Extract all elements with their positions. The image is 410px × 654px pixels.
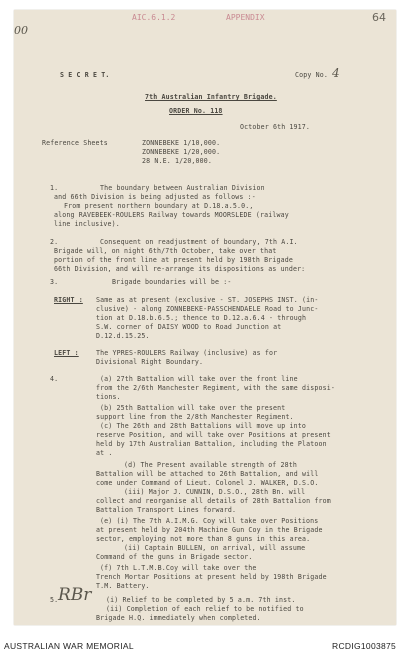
paragraph-number: 2. — [50, 238, 59, 246]
paragraph-line: (ii) Captain BULLEN, on arrival, will assume — [124, 544, 306, 552]
paragraph-line: and 66th Division is being adjusted as follows :- — [54, 193, 256, 201]
paragraph-line: (e) (i) The 7th A.I.M.G. Coy will take over Positions — [100, 517, 319, 525]
order-date: October 6th 1917. — [240, 123, 311, 131]
boundary-line: Same as at present (exclusive - ST. JOSEPHS INST. (in- — [96, 296, 319, 304]
paragraph-number: 3. — [50, 278, 59, 286]
boundary-line: tion at D.18.b.6.5.; thence to D.12.a.6.4 - through — [96, 314, 307, 322]
paragraph-line: (f) 7th L.T.M.B.Coy will take over the — [100, 564, 257, 572]
paragraph-line: (a) 27th Battalion will take over the front line — [100, 375, 298, 383]
brigade-heading: 7th Australian Infantry Brigade. — [145, 93, 277, 101]
reference-sheet: ZONNEBEKE 1/10,000. — [142, 139, 221, 147]
document-page — [14, 10, 396, 625]
left-boundary-label: LEFT : — [54, 349, 79, 357]
paragraph-line: reserve Position, and will take over Positions at present — [96, 431, 331, 439]
reference-label: Reference Sheets — [42, 139, 108, 147]
margin-mark: 00 — [14, 24, 28, 37]
paragraph-line: (b) 25th Battalion will take over the present — [100, 404, 286, 412]
paragraph-line: from the 2/6th Manchester Regiment, with the same disposi- — [96, 384, 335, 392]
paragraph-line: collect and reorganise all details of 28th Battalion from — [96, 497, 331, 505]
paragraph-line: Battalion Transport Lines forward. — [96, 506, 237, 514]
paragraph-line: 66th Division, and will re-arrange its dispositions as under: — [54, 265, 306, 273]
paragraph-line: sector, employing not more than 8 guns in this area. — [96, 535, 311, 543]
paragraph-line: (d) The Present available strength of 28th — [124, 461, 298, 469]
archive-stamp-left: AIC.6.1.2 — [132, 13, 176, 22]
boundary-line: D.12.d.15.25. — [96, 332, 150, 340]
paragraph-line: From present northern boundary at D.18.a.5.0., — [64, 202, 254, 210]
right-boundary-label: RIGHT : — [54, 296, 83, 304]
secret-heading: S E C R E T. — [60, 71, 110, 79]
signature: RBr — [58, 585, 92, 605]
paragraph-number: 5. — [50, 596, 59, 604]
paragraph-line: line inclusive). — [54, 220, 120, 228]
paragraph-line: Battalion will be attached to 26th Battalion, and will — [96, 470, 319, 478]
boundary-line: Divisional Right Boundary. — [96, 358, 204, 366]
paragraph-line: portion of the front line at present held by 198th Brigade — [54, 256, 293, 264]
paragraph-line: T.M. Battery. — [96, 582, 150, 590]
paragraph-line: come under Command of Lieut. Colonel J. WALKER, D.S.O. — [96, 479, 319, 487]
reference-sheet: 28 N.E. 1/20,000. — [142, 157, 213, 165]
paragraph-line: at . — [96, 449, 113, 457]
boundary-line: clusive) - along ZONNEBEKE-PASSCHENDAELE Road to Junc- — [96, 305, 319, 313]
paragraph-line: Command of the guns in Brigade sector. — [96, 553, 253, 561]
paragraph-line: held by 17th Australian Battalion, including the Platoon — [96, 440, 327, 448]
paragraph-line: (c) The 26th and 28th Battalions will move up into — [100, 422, 306, 430]
paragraph-line: Trench Mortar Positions at present held by 198th Brigade — [96, 573, 327, 581]
footer-record-id: RCDIG1003875 — [332, 641, 397, 651]
paragraph-line: (i) Relief to be completed by 5 a.m. 7th inst. — [106, 596, 296, 604]
paragraph-line: (iii) Major J. CUNNIN, D.S.O., 28th Bn. will — [124, 488, 306, 496]
paragraph-line: Brigade H.Q. immediately when completed. — [96, 614, 261, 622]
paragraph-line: tions. — [96, 393, 121, 401]
page-number: 64 — [372, 11, 386, 24]
paragraph-line: Consequent on readjustment of boundary, 7th A.I. — [100, 238, 298, 246]
boundary-line: S.W. corner of DAISY WOOD to Road Junction at — [96, 323, 282, 331]
reference-sheet: ZONNEBEKE 1/20,000. — [142, 148, 221, 156]
archive-stamp-right: APPENDIX — [226, 13, 265, 22]
paragraph-line: Brigade boundaries will be :- — [112, 278, 232, 286]
boundary-line: The YPRES-ROULERS Railway (inclusive) as for — [96, 349, 278, 357]
footer-source: AUSTRALIAN WAR MEMORIAL — [4, 641, 134, 651]
copy-number: 4 — [332, 66, 340, 80]
paragraph-number: 1. — [50, 184, 59, 192]
paragraph-line: along RAVEBEEK-ROULERS Railway towards MOORSLEDE (railway — [54, 211, 289, 219]
paragraph-line: support line from the 2/8th Manchester Regiment. — [96, 413, 294, 421]
copy-label: Copy No. — [295, 71, 328, 79]
paragraph-line: at present held by 204th Machine Gun Coy in the Brigade — [96, 526, 323, 534]
order-heading: ORDER No. 118 — [169, 107, 223, 115]
paragraph-line: The boundary between Australian Division — [100, 184, 265, 192]
paragraph-number: 4. — [50, 375, 59, 383]
paragraph-line: (ii) Completion of each relief to be notified to — [106, 605, 304, 613]
paragraph-line: Brigade will, on night 6th/7th October, take over that — [54, 247, 277, 255]
